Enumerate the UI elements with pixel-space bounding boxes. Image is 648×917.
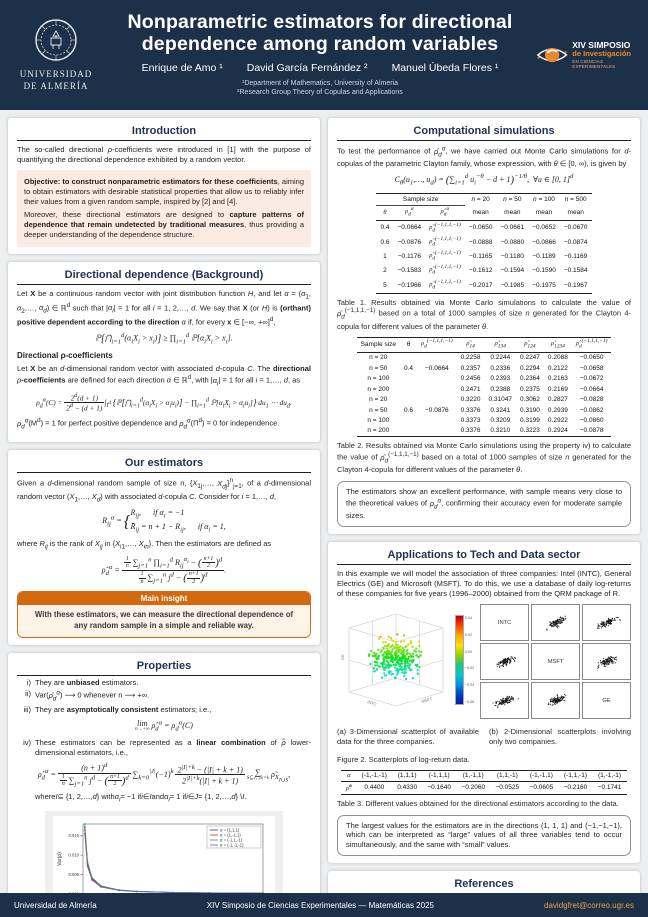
table-cell: −0.0661 bbox=[500, 224, 525, 232]
table-cell: −0.0860 bbox=[579, 416, 604, 424]
table-cell: 0.2364 bbox=[520, 375, 540, 383]
table-cell bbox=[417, 352, 457, 363]
applications-conclusion-note bbox=[337, 815, 631, 857]
section-applications bbox=[328, 542, 640, 863]
table-cell: −0.0878 bbox=[579, 427, 604, 435]
table-cell: 0.2922 bbox=[547, 416, 568, 424]
table-cell: −0.0862 bbox=[579, 406, 604, 414]
table-cell: n = 50 bbox=[369, 406, 388, 414]
table-cell: $\rhõ_{14}$ bbox=[457, 337, 485, 352]
table-cell: $\rhô_d^{(-1,1,1,-1)}$ bbox=[429, 250, 461, 262]
orthant-dependence-formula: $ℙ[⋂_{i=1}^d(\alpha_iX_i > x_i)]$ ≥ $\prod_{i=1}^d$ $ℙ[\alpha_iX_i > x_i]$. bbox=[95, 331, 233, 345]
property-text: $Var(\rhô_d^\alpha)$ ⟶ 0 whenever n ⟶ +∞. bbox=[35, 689, 150, 703]
matrix-scatter-cell bbox=[582, 643, 631, 680]
table-cell: n = 500 bbox=[564, 196, 587, 204]
table-cell: −0.1590 bbox=[532, 267, 556, 275]
table-cell: $\rho_d^\alpha$ bbox=[394, 205, 426, 220]
applications-paragraph: In this example we will model the association of three companies: Intel (INTC), General Electrics (GE) and Microsoft (MSFT). To do this, we use a database of daily log-returns of these companies for five years (1996–2000) obtained from the QRM package of R. bbox=[337, 569, 631, 599]
table-cell: Sample size bbox=[357, 337, 400, 352]
table-cell: −0.0876 bbox=[425, 406, 449, 414]
table-cell: mean bbox=[496, 205, 528, 220]
table-cell: 0.3241 bbox=[490, 406, 511, 414]
table-cell: −0.1975 bbox=[532, 281, 556, 289]
matrix-scatter-cell bbox=[582, 604, 631, 641]
table-cell: −0.1189 bbox=[532, 253, 556, 261]
scatter-cloud bbox=[583, 643, 630, 680]
affiliation-1: ¹Department of Mathematics, University of Almeria bbox=[242, 79, 398, 87]
table-cell: 0.3209 bbox=[490, 416, 511, 424]
colorbar-tick: 0.02 bbox=[465, 632, 472, 637]
table-cell: n = 100 bbox=[367, 416, 390, 424]
table-cell: 0.4330 bbox=[397, 784, 418, 792]
symposium-eye-icon bbox=[536, 42, 568, 68]
figure2b-scatter-matrix bbox=[480, 604, 631, 719]
table-cell: −0.0672 bbox=[579, 375, 604, 383]
table-cell: −0.0874 bbox=[563, 238, 588, 246]
left-column bbox=[8, 118, 320, 885]
matrix-scatter-cell bbox=[480, 682, 529, 719]
table-cell: −0.0670 bbox=[563, 224, 588, 232]
table-cell bbox=[417, 426, 457, 437]
svg-text:0.010: 0.010 bbox=[68, 852, 79, 858]
table-cell bbox=[400, 395, 417, 405]
table-cell: −0.1612 bbox=[468, 267, 493, 275]
table-cell: 0.3220 bbox=[460, 396, 481, 404]
colorbar-tick: −0.02 bbox=[465, 666, 475, 671]
table-cell: 0.2375 bbox=[520, 385, 540, 393]
table-cell: −0.2160 bbox=[563, 784, 588, 792]
property-text: They are unbiased estimators. bbox=[35, 677, 139, 687]
table-cell: n = 50 bbox=[369, 364, 388, 372]
table-cell bbox=[417, 395, 457, 405]
table-cell: −0.0888 bbox=[468, 238, 493, 246]
svg-text:Var(ρ̂): Var(ρ̂) bbox=[57, 851, 63, 866]
table-cell: −0.1640 bbox=[427, 784, 452, 792]
properties-list bbox=[17, 678, 311, 805]
table-cell: 0.2122 bbox=[547, 364, 568, 372]
table-cell: −0.1583 bbox=[397, 267, 422, 275]
simulations-conclusion-note bbox=[337, 481, 631, 527]
simulations-note-text: The estimators show an excellent performance, with sample means very close to the theoretical values of $\rho_d^\alpha$, confirming their accuracy even for moderate sample sizes. bbox=[346, 487, 622, 521]
property-text: These estimators can be represented as a linear combination of ρ̃ lower-dimensional estimators, i.e., bbox=[35, 738, 311, 757]
table-cell: n = 200 bbox=[367, 385, 390, 393]
table-cell: −0.1584 bbox=[563, 267, 588, 275]
objective-callout bbox=[17, 170, 311, 247]
authors bbox=[106, 62, 534, 74]
table-cell: 0.3373 bbox=[460, 416, 481, 424]
author-1: Enrique de Amo ¹ bbox=[141, 61, 223, 74]
affiliation-2: ²Research Group Theory of Copulas and Applications bbox=[237, 89, 403, 97]
table-cell: 0.31047 bbox=[488, 396, 513, 404]
main-insight-callout bbox=[17, 591, 311, 638]
table-cell: n = 20 bbox=[471, 196, 490, 204]
table-cell: 1 bbox=[383, 253, 387, 261]
matrix-scatter-cell bbox=[480, 643, 529, 680]
colorbar-tick: −0.04 bbox=[465, 683, 475, 688]
table-cell: −0.0652 bbox=[532, 224, 556, 232]
table-cell: n = 100 bbox=[367, 375, 390, 383]
simulations-title: Computational simulations bbox=[337, 125, 631, 141]
figure2b-caption: (b) 2-Dimensional scatterplots involving only two companies. bbox=[489, 727, 631, 746]
background-title: Directional dependence (Background) bbox=[17, 269, 311, 285]
footer bbox=[0, 893, 648, 917]
table-cell: n = 200 bbox=[367, 427, 390, 435]
table-cell bbox=[417, 374, 457, 384]
table3-caption: Table 3. Different values obtained for the directional estimators according to the data. bbox=[337, 798, 619, 808]
scatter-cloud bbox=[481, 643, 528, 680]
moreover-text: Moreover, these directional estimators are designed to capture patterns of dependence that remain undetected by traditional measures, thus providing a deeper understanding of the dependence structure. bbox=[24, 210, 305, 240]
table-cell: 0.3190 bbox=[520, 406, 540, 414]
figure2a-caption: (a) 3-Dimensional scatterplot of available data for the three companies. bbox=[337, 727, 479, 746]
scatter-cloud bbox=[532, 682, 579, 719]
matrix-diagonal-cell bbox=[531, 643, 580, 680]
property-label: ii) bbox=[25, 689, 31, 699]
table-cell: n = 100 bbox=[533, 196, 555, 204]
table-cell: ρ̂$^\alpha$ bbox=[345, 782, 352, 792]
table-cell: −0.1967 bbox=[563, 281, 588, 289]
table-cell: −0.0525 bbox=[495, 784, 520, 792]
svg-text:0.005: 0.005 bbox=[68, 871, 79, 877]
references-title: References bbox=[337, 878, 631, 893]
colorbar-ticks bbox=[465, 616, 474, 704]
background-paragraph-1: Let X be a continuous random vector with joint distribution function H, and let $\alpha = (\alpha_1$, $\alpha_2,\dots$, $\alpha_d$) ∈ ℝ$^d$ such that $|\alpha_i| = 1$ for all i = 1, 2,…, d. We say that X (or H) is (orthant) positive dependent according to the direction α if, for every x ∈ [−∞, +∞]$^d$, bbox=[17, 289, 311, 327]
rho-coefficients-subheading: Directional ρ-coefficients bbox=[17, 351, 113, 361]
applications-title: Applications to Tech and Data sector bbox=[337, 549, 631, 565]
colorbar bbox=[455, 615, 474, 705]
estimator-formula: $\rhô_d^\alpha$ = $\frac{1}{n}$ $\sum_{j=1}^n$ $\prod_{i=1}^d$ $R_{ij}^{\alpha_i}$ − ( $\frac{n+1}{2}$ )$^d$ $\frac{1}{n}$ $\sum_{j=1}^n$ $j^d$ − ( $\frac{n+1}{2}$ )$^d$ . bbox=[101, 555, 227, 585]
table-cell: −0.0664 bbox=[425, 364, 449, 372]
university-logo bbox=[8, 18, 104, 92]
table-cell: −0.1176 bbox=[397, 253, 421, 261]
section-simulations bbox=[328, 118, 640, 534]
main-insight-header: Main insight bbox=[18, 592, 310, 605]
table-cell bbox=[400, 374, 417, 384]
table-cell: mean bbox=[528, 205, 560, 220]
table-cell: $\rhô_d^{(-1,1,1,-1)}$ bbox=[429, 278, 461, 291]
3d-scatterplot bbox=[337, 604, 455, 716]
matrix-diagonal-cell bbox=[582, 682, 631, 719]
header bbox=[0, 0, 648, 110]
svg-text:GE: GE bbox=[340, 654, 345, 661]
table-cell: mean bbox=[465, 205, 497, 220]
table-cell: 0.6 bbox=[404, 406, 414, 414]
property-item bbox=[17, 738, 311, 758]
background-paragraph-3: $\rho_d^\alpha(M^d) = 1$ for perfect positive dependence and $\rho_d^\alpha(\Pi^d) = 0$ for independence. bbox=[17, 417, 280, 431]
table-cell: (1,-1,1) bbox=[456, 770, 490, 781]
svg-text:α = (-1,1,-1): α = (-1,1,-1) bbox=[220, 837, 243, 843]
content bbox=[0, 110, 648, 893]
table-cell: $\rhô_d^{(-1,1,1,-1)}$ bbox=[429, 221, 461, 233]
svg-text:0.015: 0.015 bbox=[68, 832, 79, 838]
scatter-cloud bbox=[583, 604, 630, 641]
main-insight-body: With these estimators, we can measure the directional dependence of any random sample in a simple and reliable way. bbox=[18, 605, 310, 637]
property-label: iv) bbox=[23, 738, 31, 748]
directional-estimators-table bbox=[341, 770, 626, 795]
figure1-panel bbox=[45, 811, 283, 893]
rank-cases-formula: $R_{ij}^\alpha$ = { $R_{ij}$, if $\alpha_i = -1$ $R̄_{ij} = n + 1 - R_{ij}$, if $\alpha_i = 1$, bbox=[102, 508, 226, 534]
section-our-estimators bbox=[8, 450, 320, 645]
table-cell: α bbox=[341, 770, 356, 781]
table-cell: −0.1985 bbox=[500, 281, 525, 289]
table-cell: 0.3210 bbox=[490, 427, 511, 435]
table-cell: 0.3376 bbox=[460, 427, 481, 435]
table-cell: 0.2827 bbox=[547, 396, 568, 404]
table-cell: −0.1180 bbox=[500, 253, 524, 261]
table-cell: −0.0650 bbox=[468, 224, 493, 232]
simulations-paragraph: To test the performance of $\rhô_d^\alpha$, we have carried out Monte Carlo simulations for d-copulas of the parametric Clayton family, whose expression, with θ ∈ [0, ∞), is given by bbox=[337, 145, 631, 169]
table-cell: 0.4 bbox=[404, 364, 414, 372]
company-ticker-label: MSFT bbox=[547, 658, 564, 665]
colorbar-tick: 0.04 bbox=[465, 616, 472, 621]
table-cell: −0.0664 bbox=[579, 385, 604, 393]
table-cell: (-1,-1,1) bbox=[524, 770, 558, 781]
author-3: Manuel Úbeda Flores ¹ bbox=[391, 61, 499, 74]
table-cell: (1,1,1) bbox=[392, 770, 422, 781]
property-formula: $\rhô_d^\alpha$ = $(n + 1)^d$ $\frac{1}{n}$ $\sum_{j=1}^n$ $j^d$ − ( $\frac{n+1}{2}$ )$^d$ $\sum_{k=0}^{|J|}(-1)^k$ $\frac{2^{|I|+k} - (|I| + k + 1)}{2^{|I|+k}(|I| + k + 1)}$ ∑ S⊆J, |S|=k $\rhõ_{X_{I\cup S}}$, bbox=[37, 761, 291, 788]
table-cell: $\rhô_d^\alpha$ bbox=[425, 205, 465, 220]
table-cell: −0.2060 bbox=[461, 784, 486, 792]
table-cell: n = 20 bbox=[369, 396, 388, 404]
introduction-title: Introduction bbox=[17, 125, 311, 141]
background-paragraph-2: Let X be an d-dimensional random vector with associated d-copula C. The directional ρ-coefficients are defined for each direction α ∈ ℝ$^d$, with $|\alpha_i| = 1$ for all i = 1,…, d, as bbox=[17, 364, 311, 388]
footer-email: davidgfret@correo.ugr.es bbox=[544, 900, 634, 910]
table-cell: 0.4 bbox=[380, 224, 390, 232]
table-cell bbox=[417, 415, 457, 425]
table-cell: 0.2258 bbox=[460, 354, 481, 362]
table-cell: n = 50 bbox=[503, 196, 522, 204]
table-cell: (-1,1,1) bbox=[422, 770, 456, 781]
applications-note-text: The largest values for the estimators are in the directions (1, 1, 1) and (−1,−1,−1), which can be interpreted as “large” values of all three variables tend to occur simultaneously, and the same with “small” values. bbox=[346, 820, 622, 850]
colorbar-tick: −0.06 bbox=[465, 700, 475, 704]
table-cell: −0.0876 bbox=[397, 238, 422, 246]
table-cell: $\rho_d^{(-1,1,1,-1)}$ bbox=[417, 337, 457, 352]
svg-text:α = (1,1,1): α = (1,1,1) bbox=[220, 827, 240, 833]
property-item bbox=[17, 678, 311, 688]
property-label: i) bbox=[26, 677, 31, 687]
section-background bbox=[8, 262, 320, 442]
table-cell: −0.0658 bbox=[579, 364, 604, 372]
table-cell: $\rhõ_{1234}$ bbox=[544, 337, 572, 352]
table2-caption: Table 2. Results obtained via Monte Carlo simulations using the property iv) to calculate the value of $\rhô_d^{(-1,1,1,-1)}$ based on a total of 1000 samples of size n generated for the Clayton 4-copula for different values of the parameter θ. bbox=[337, 441, 631, 475]
properties-title: Properties bbox=[17, 660, 311, 676]
company-ticker-label: GE bbox=[602, 697, 611, 704]
svg-text:α = (-1,-1,-1): α = (-1,-1,-1) bbox=[220, 842, 244, 848]
table-cell bbox=[400, 384, 417, 394]
figure2-caption: Figure 2. Scatterplots of log-return data. bbox=[337, 754, 470, 764]
table-cell: 0.2244 bbox=[490, 354, 511, 362]
table-cell: −0.0828 bbox=[579, 396, 604, 404]
objective-text: Objective: to construct nonparametric estimators for these coefficients, aiming to obtain estimators with desirable statistical properties that allow us to reliably infer their values from a given random sample, inspired by [2] and [4]. bbox=[24, 176, 304, 206]
table-cell: 0.2169 bbox=[547, 385, 568, 393]
table-cell: −0.0605 bbox=[529, 784, 554, 792]
table-cell: 0.2393 bbox=[490, 375, 511, 383]
table-cell: 0.2336 bbox=[490, 364, 511, 372]
section-references bbox=[328, 871, 640, 893]
property-label: iii) bbox=[23, 704, 31, 714]
table-cell: −0.1966 bbox=[397, 281, 422, 289]
table-cell: (-1,1,-1) bbox=[558, 770, 592, 781]
symposium-logo bbox=[536, 41, 640, 70]
table-cell: Sample size bbox=[376, 194, 464, 205]
table-cell: 0.2939 bbox=[547, 406, 568, 414]
scatter-cloud bbox=[532, 604, 579, 641]
table-cell: 0.3062 bbox=[520, 396, 540, 404]
table-cell: 0.2471 bbox=[460, 385, 481, 393]
table-cell: −0.0664 bbox=[397, 224, 422, 232]
affiliations bbox=[106, 79, 534, 99]
matrix-diagonal-cell bbox=[480, 604, 529, 641]
table-cell: 5 bbox=[383, 281, 387, 289]
clayton-copula-formula: $C_\theta(u_1,\dots$, $u_d) = (\sum_{i=1}^d$ $u_i^{-\theta} - d + 1)^{-1/\theta}$, ∀u ∈ [0, 1]$^d$ bbox=[394, 173, 574, 187]
table-cell: 0.6 bbox=[380, 238, 390, 246]
table-cell: −0.1165 bbox=[469, 253, 493, 261]
symposium-logo-text: XIV SIMPOSIO de Investigación EN CIENCIAS EXPERIMENTALES bbox=[572, 39, 632, 70]
property-text-after: where I ⊆ {1, 2,…, d } with $\alpha_i$ = −1 if i ∈ I and $\alpha_i$ = 1 if i ∈ J = {1, 2,…, d } \ I . bbox=[35, 791, 247, 804]
table-cell bbox=[400, 352, 417, 363]
table-cell: mean bbox=[560, 205, 592, 220]
footer-event: XIV Simposio de Ciencias Experimentales — Matemáticas 2025 bbox=[206, 900, 434, 910]
table-cell: 0.2388 bbox=[490, 385, 511, 393]
figure2 bbox=[337, 604, 631, 719]
rho-definition-formula: $\rho_d^\alpha(C)$ = $\frac{2^d(d + 1)}{2^d - (d + 1)}$ $\int_{I^d}$ {$ℙ[⋂_{i=1}^d(\alpha_iX_i > \alpha_iu_i)]$ − $\prod_{i=1}^d$ $ℙ[\alpha_iX_i > \alpha_iu_i]$} $du_1$ ⋯ $du_d$. bbox=[36, 392, 292, 413]
table-cell: 0.4400 bbox=[364, 784, 385, 792]
table-cell: −0.0650 bbox=[579, 354, 604, 362]
simulation-table-1 bbox=[376, 193, 591, 293]
table-cell: 0.2088 bbox=[547, 354, 568, 362]
footer-university: Universidad de Almería bbox=[14, 900, 97, 910]
table-cell: $\rhô_d^{(-1,1,1,-1)}$ bbox=[429, 264, 461, 276]
matrix-scatter-cell bbox=[531, 604, 580, 641]
table-cell: $\rhô_d^{(-1,1,1,-1)}$ bbox=[429, 235, 461, 248]
estimators-paragraph-2: where $R_{ij}$ is the rank of $X_{ij}$ in {$X_{i1},\dots$, $X_{in}$}. Then the estimators are defined as bbox=[17, 538, 272, 551]
table-cell: 0.3199 bbox=[520, 416, 540, 424]
table-cell: $\rhô_d^{(-1,1,1,-1)}$ bbox=[572, 337, 612, 352]
section-properties bbox=[8, 653, 320, 893]
table-cell: 0.2247 bbox=[520, 354, 540, 362]
table-cell bbox=[417, 384, 457, 394]
matrix-scatter-cell bbox=[531, 682, 580, 719]
poster-title: Nonparametric estimators for directional dependence among random variables bbox=[127, 10, 513, 55]
table-cell: $\rhõ_{134}$ bbox=[485, 337, 517, 352]
table-cell: 0.2163 bbox=[547, 375, 568, 383]
property-item bbox=[17, 705, 311, 715]
variance-line-chart bbox=[53, 816, 275, 893]
table-cell: (1,-1,-1) bbox=[592, 770, 626, 781]
introduction-paragraph: The so-called directional ρ-coefficients were introduced in [1] with the purpose of quantifying the directional dependence exhibited by a random vector. bbox=[17, 145, 311, 164]
table-cell: (-1,-1,-1) bbox=[356, 770, 392, 781]
table1-caption: Table 1. Results obtained via Monte Carlo simulations to calculate the value of $\rhô_d^{(-1,1,1,-1)}$ based on a total of 1000 samples of size n generated for the Clayton 4-copula for different values of the parameter θ. bbox=[337, 297, 632, 331]
colorbar-gradient bbox=[455, 615, 464, 705]
author-2: David García Fernández ² bbox=[246, 61, 368, 74]
simulation-table-2 bbox=[357, 337, 612, 438]
svg-text:α = (1,-1,1): α = (1,-1,1) bbox=[220, 832, 241, 838]
university-logo-text: UNIVERSIDAD DE ALMERÍA bbox=[19, 68, 93, 91]
table-cell: θ bbox=[400, 337, 417, 352]
table-cell: −0.0866 bbox=[532, 238, 556, 246]
company-ticker-label: INTC bbox=[497, 619, 512, 626]
table-cell: $\rhõ_{124}$ bbox=[516, 337, 544, 352]
table-cell: −0.1169 bbox=[564, 253, 588, 261]
estimators-paragraph-1: Given a d-dimensional random sample of size n, {$X_{1j},\dots$, $X_{dj}\}^n_{j=1}$, of a d-dimensional random vector ($X_1,\dots$, $X_d$) with associated d-copula C. Consider for i = 1,…, d, bbox=[17, 477, 311, 504]
scatter-cloud bbox=[481, 682, 528, 719]
table-cell: θ bbox=[376, 205, 393, 220]
table-cell: −0.1741 bbox=[597, 784, 622, 792]
table-cell: 0.2456 bbox=[460, 375, 481, 383]
table-cell bbox=[400, 415, 417, 425]
right-column bbox=[328, 118, 640, 891]
property-item bbox=[17, 689, 311, 703]
table-cell: −0.0880 bbox=[500, 238, 525, 246]
figure2a-3d-scatter bbox=[337, 604, 474, 716]
table-cell: 0.2924 bbox=[547, 427, 568, 435]
table-cell: 0.2357 bbox=[460, 364, 481, 372]
table-cell: 0.2294 bbox=[520, 364, 540, 372]
property-text: They are asymptotically consistent estimators; i.e., bbox=[35, 704, 212, 714]
svg-text:MSFT: MSFT bbox=[420, 696, 433, 704]
table-cell: 2 bbox=[383, 267, 387, 275]
figure2-subcaptions bbox=[337, 723, 631, 751]
section-introduction bbox=[8, 118, 320, 254]
table-cell: 0.3376 bbox=[460, 406, 481, 414]
table-cell bbox=[400, 426, 417, 437]
colorbar-tick: 0.00 bbox=[465, 649, 472, 654]
svg-text:INTC: INTC bbox=[366, 699, 378, 707]
estimators-title: Our estimators bbox=[17, 457, 311, 473]
table-cell: −0.2017 bbox=[468, 281, 493, 289]
property-formula: lim n→+∞ $\rhô_d^\alpha = \rho_d^\alpha(C)$ bbox=[135, 718, 193, 733]
table-cell: 0.3223 bbox=[520, 427, 540, 435]
table-cell: n = 20 bbox=[369, 354, 388, 362]
header-center bbox=[104, 12, 536, 98]
table-cell: −0.1594 bbox=[500, 267, 525, 275]
table-cell: (1,1,-1) bbox=[490, 770, 524, 781]
university-seal-icon bbox=[34, 18, 78, 62]
